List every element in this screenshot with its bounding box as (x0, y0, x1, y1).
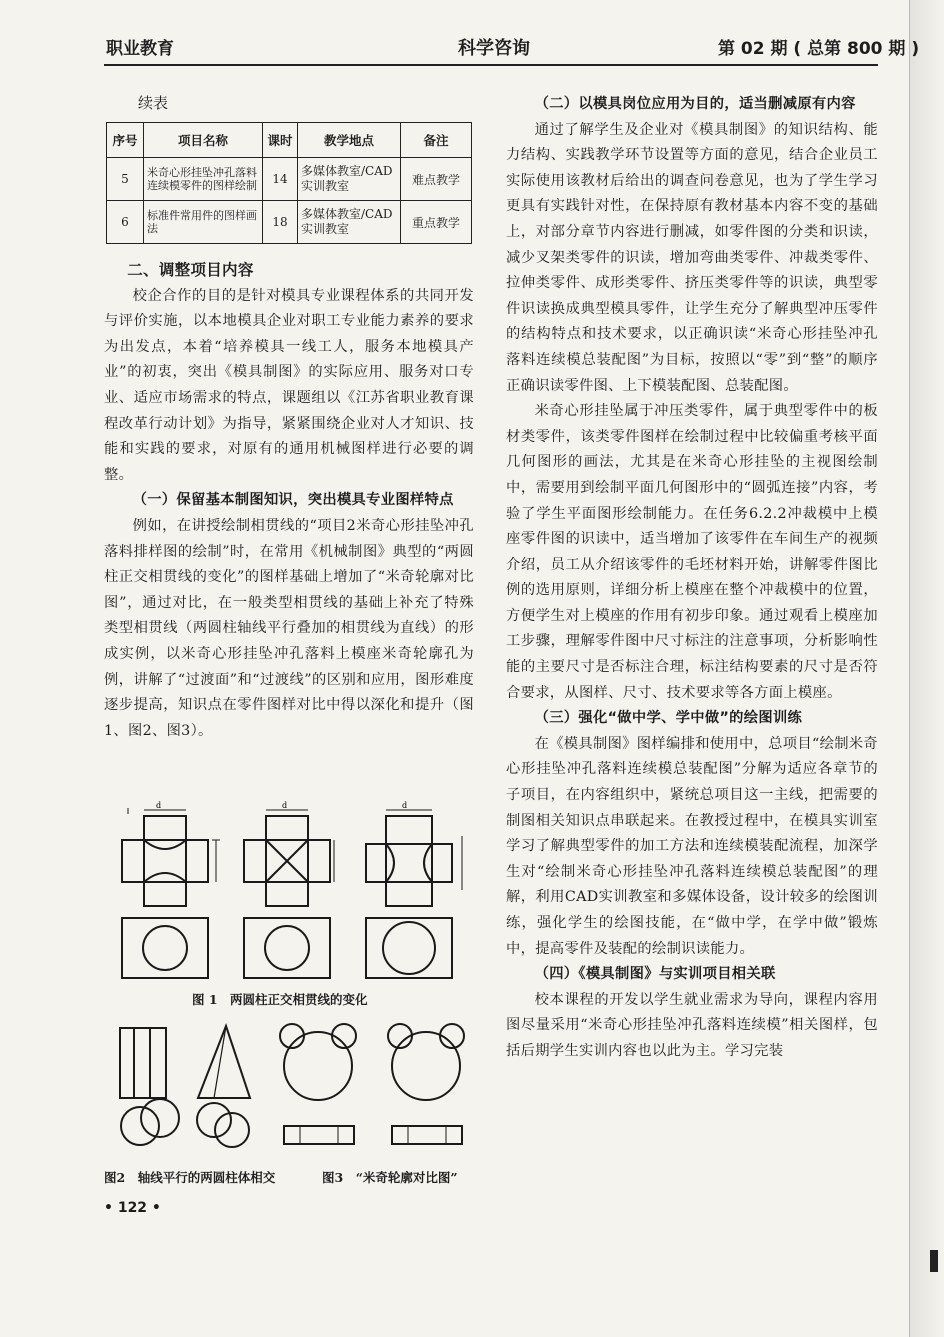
dim-label: d (282, 801, 288, 810)
cell-name: 米奇心形挂坠冲孔落料连续模零件的图样绘制 (144, 158, 263, 201)
header-rule (104, 64, 878, 66)
cell-note: 重点教学 (401, 201, 472, 244)
cell-note: 难点教学 (401, 158, 472, 201)
paragraph: 校企合作的目的是针对模具专业课程体系的共同开发与评价实施，以本地模具企业对职工专业能力素养的要求为出发点，本着“培养模具一线工人，服务本地模具产业”的初衷，突出《模具制图》的实际应用、服务对口专业、适应市场需求的特点，课题组以《江苏省职业教育课程改革行动计划》为指导，紧紧围绕企业对人才知识、技能和实践的要求，对原有的通用机械图样进行必要的调整。 (104, 287, 474, 483)
page-edge-line (909, 0, 910, 1337)
th-hours: 课时 (263, 123, 298, 158)
fig1-view-1 (122, 808, 220, 906)
paragraph: 在《模具制图》图样编排和使用中，总项目“绘制米奇心形挂坠冲孔落料连续模总装配图”分解为适应各章节的子项目，在内容组织中，紧统总项目这一主线，把需要的制图相关知识点串联起来。在教授过程中，在模具实训室学习了解典型零件的加工方法和连续模装配流程，加深学生对“绘制米奇心形挂坠冲孔落料连续模总装配图”的理解，利用CAD实训教室和多媒体设备，设计较多的绘图训练，强化学生的绘图技能，在“做中学，在学中做”锻炼中，提高零件及装配的绘制识读能力。 (506, 735, 878, 957)
fig3-mickey-2 (388, 1024, 464, 1144)
fig1-view-6 (366, 918, 452, 978)
page-number: • 122 • (104, 1200, 161, 1216)
cell-place: 多媒体教室/CAD实训教室 (298, 201, 401, 244)
subsection-heading: （二）以模具岗位应用为目的，适当删减原有内容 (534, 96, 856, 112)
th-note: 备注 (401, 123, 472, 158)
fig2-caption: 图2 轴线平行的两圆柱体相交 (104, 1170, 276, 1185)
figures-area (104, 800, 476, 1200)
cell-no: 6 (107, 201, 144, 244)
fig1-view-4 (122, 918, 208, 978)
paragraph: 校本课程的开发以学生就业需求为导向，课程内容用图尽量采用“米奇心形挂坠冲孔落料连续模”相关图样，包括后期学生实训内容也以此为主。学习完装 (506, 991, 878, 1059)
fig1-caption: 图 1 两圆柱正交相贯线的变化 (192, 992, 368, 1007)
paragraph: 米奇心形挂坠属于冲压类零件，属于典型零件中的板材类零件，该类零件图样在绘制过程中比较偏重考核平面几何图形的画法，尤其是在米奇心形挂坠的主视图绘制中，需要用到绘制平面几何图形中的“圆弧连接”内容，考验了学生平面图形绘制能力。在任务6.2.2冲裁模中上模座零件图的识读中，适当增加了该零件在车间生产的视频介绍，员工从介绍该零件的毛坯材料开始，讲解零件图比例的选用原则，详细分析上模座在整个冲裁模中的位置，方便学生对上模座的作用有初步印象。通过观看上模座加工步骤，理解零件图中尺寸标注的注意事项，分析影响性能的主要尺寸是否标注合理，标注结构要素的尺寸是否符合要求，从图样、尺寸、技术要求等各方面上模座。 (506, 403, 878, 701)
paragraph: 通过了解学生及企业对《模具制图》的知识结构、能力结构、实践教学环节设置等方面的意见，结合企业员工实际使用该教材后给出的调查问卷意见，也为了学生学习更具有实践针对性，在保持原有教材基本内容不变的基础上，对部分章节内容进行删减，如零件图的分类和识读，减少叉架类零件的识读，增加弯曲类零件、冲裁类零件、拉伸类零件、成形类零件、挤压类零件等的识读，典型零件识读换成典型模具零件，让学生充分了解典型冲压零件的结构特点和技术要求，以正确识读“米奇心形挂坠冲孔落料连续模总装配图”为目标，按照以“零”到“整”的顺序正确识读零件图、上下模装配图、总装配图。 (506, 121, 878, 394)
right-column (506, 92, 878, 1065)
th-no: 序号 (107, 123, 144, 158)
paragraph: 例如，在讲授绘制相贯线的“项目2米奇心形挂坠冲孔落料排样图的绘制”时，在常用《机械制图》典型的“两圆柱正交相贯线的变化”的图样基础上增加了“米奇轮廓对比图”，通过对比，在一般类型相贯线的基础上补充了特殊类型相贯线（两圆柱轴线平行叠加的相贯线为直线）的形成实例，以米奇心形挂坠冲孔落料上模座米奇轮廓孔为例，讲解了“过渡面”和“过渡线”的区别和应用，图形难度逐步提高，知识点在零件图样对比中得以深化和提升（图1、图2、图3）。 (104, 517, 474, 739)
subsection-heading: （三）强化“做中学、学中做”的绘图训练 (534, 710, 803, 727)
section-heading: 二、调整项目内容 (127, 261, 254, 279)
header-section: 职业教育 (106, 39, 174, 59)
cell-place: 多媒体教室/CAD实训教室 (298, 158, 401, 201)
table-row (107, 158, 472, 201)
fig2-cone (197, 1026, 250, 1147)
page-edge-shadow (910, 0, 944, 1337)
table-header-row (107, 123, 472, 158)
dim-label: d (156, 801, 162, 810)
fig1-view-2 (244, 810, 334, 906)
fig3-caption: 图3 “米奇轮廓对比图” (322, 1170, 458, 1185)
subsection-heading: （一）保留基本制图知识，突出模具专业图样特点 (132, 492, 454, 509)
header-journal: 科学咨询 (458, 38, 530, 59)
fig1-view-3 (366, 810, 462, 906)
fig3-mickey-1 (280, 1024, 356, 1144)
subsection-heading: （四）《模具制图》与实训项目相关联 (534, 966, 776, 983)
th-place: 教学地点 (298, 123, 401, 158)
cell-hours: 18 (263, 201, 298, 244)
table-row (107, 201, 472, 244)
dim-label: d (402, 801, 408, 810)
fig1-view-5 (244, 918, 330, 978)
th-name: 项目名称 (144, 123, 263, 158)
cell-no: 5 (107, 158, 144, 201)
cell-hours: 14 (263, 158, 298, 201)
binding-mark (930, 1250, 938, 1272)
fig2-cylinders (120, 1028, 179, 1145)
cell-name: 标准件常用件的图样画法 (144, 201, 263, 244)
header-issue: 第 02 期 ( 总第 800 期 ) (718, 39, 920, 59)
left-column (104, 258, 474, 744)
table-caption: 续表 (138, 94, 169, 112)
project-table (106, 122, 472, 244)
